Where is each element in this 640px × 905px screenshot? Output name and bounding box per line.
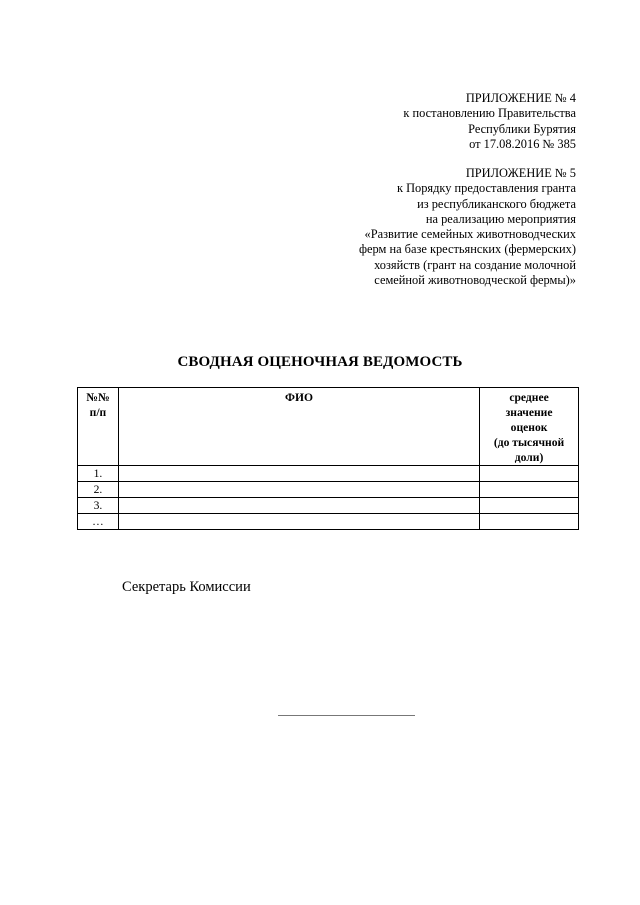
appendix-4-line: Республики Бурятия [468,121,576,136]
appendix-5-line: к Порядку предоставления гранта [396,181,576,196]
appendix-5-line: «Развитие семейных животноводческих [364,227,576,242]
appendix-4-header [403,91,576,152]
appendix-5-line: на реализацию мероприятия [425,211,576,226]
appendix-5-line: хозяйств (грант на создание молочной [374,257,576,272]
header-avg-line: значение [505,406,553,419]
row-fio-cell [118,498,479,514]
row-num: 1. [78,466,119,482]
row-fio-cell [118,466,479,482]
table-header-row [78,388,579,466]
document-title: СВОДНАЯ ОЦЕНОЧНАЯ ВЕДОМОСТЬ [177,354,463,370]
appendix-4-line: к постановлению Правительства [403,106,576,121]
table-row [78,482,579,498]
table-row [78,498,579,514]
header-avg-line: среднее [509,391,549,404]
row-num: 3. [78,498,119,514]
appendix-5-line: семейной животноводческой фермы)» [374,273,576,288]
header-avg-line: оценок [510,421,548,434]
appendix-5-header [359,166,576,288]
appendix-5-line: ферм на базе крестьянских (фермерских) [358,242,576,257]
table-row [78,466,579,482]
header-avg-line: (до тысячной [493,436,565,449]
row-num: … [78,514,119,530]
row-num: 2. [78,482,119,498]
row-avg-cell [480,498,579,514]
signature-line [278,715,415,716]
header-avg [480,388,579,466]
row-avg-cell [480,482,579,498]
table-row [78,514,579,530]
appendix-4-line: от 17.08.2016 № 385 [469,136,576,151]
header-avg-line: доли) [514,451,544,464]
header-num-line: п/п [89,406,107,419]
appendix-5-line: ПРИЛОЖЕНИЕ № 5 [465,166,576,180]
row-avg-cell [480,514,579,530]
appendix-4-line: ПРИЛОЖЕНИЕ № 4 [465,91,576,105]
header-fio: ФИО [118,388,479,466]
summary-table [77,387,579,530]
appendix-5-line: из республиканского бюджета [417,196,576,211]
header-num-line: №№ [86,391,110,404]
row-fio-cell [118,482,479,498]
secretary-label: Секретарь Комиссии [122,579,251,595]
header-num [78,388,119,466]
row-avg-cell [480,466,579,482]
row-fio-cell [118,514,479,530]
